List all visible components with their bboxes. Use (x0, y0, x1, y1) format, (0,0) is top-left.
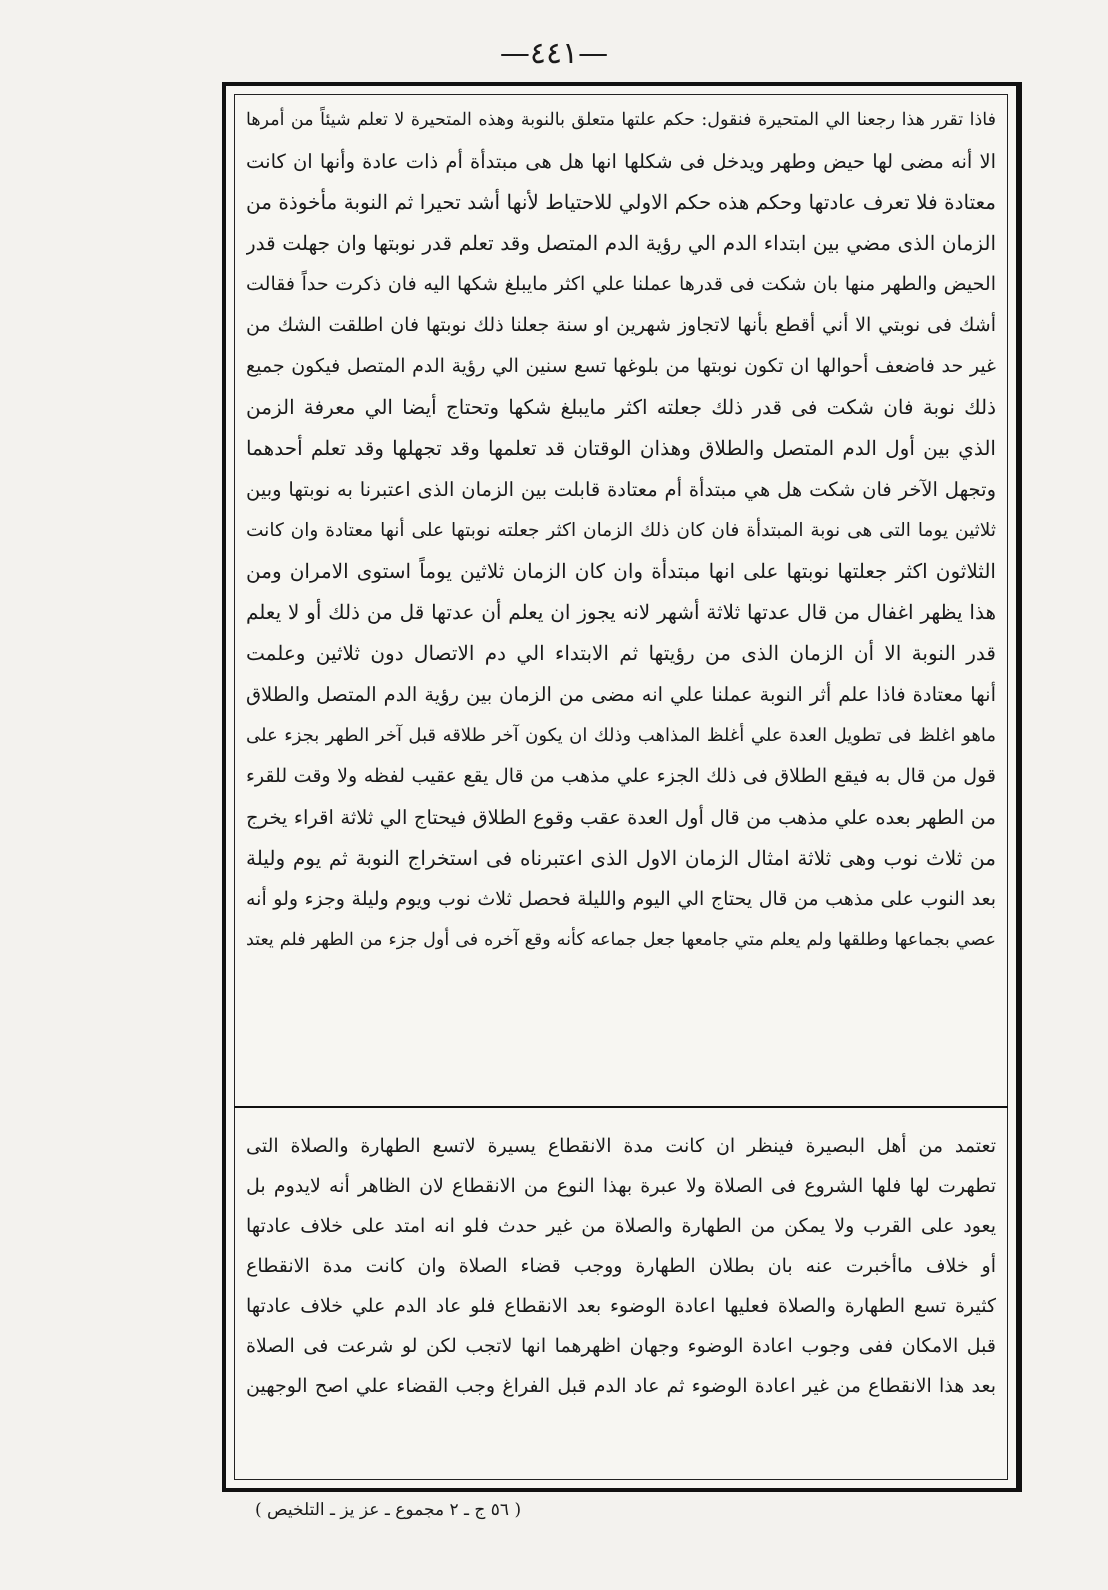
page-number: —٤٤١— (499, 36, 609, 71)
text-line: غير حد فاضعف أحوالها ان تكون نوبتها من بلوغها تسع سنين الي رؤية الدم المتصل فيكون جميع (246, 355, 996, 377)
text-line: بعد النوب على مذهب من قال يحتاج الي اليوم والليلة فحصل ثلاث نوب ويوم وليلة وجزء ولو أنه (246, 888, 996, 910)
text-line: الا أنه مضى لها حيض وطهر ويدخل فى شكلها انها هل هى مبتدأة أم ذات عادة وأنها ان كانت (246, 150, 996, 173)
text-line: من الطهر بعده علي مذهب من قال أول العدة عقب وقوع الطلاق فيحتاج الي ثلاثة اقراء يخرج (246, 806, 996, 829)
text-line: من ثلاث نوب وهى ثلاثة امثال الزمان الاول الذى اعتبرناه فى استخراج النوبة ثم يوم وليلة (246, 846, 996, 870)
text-line: الحيض والطهر منها بان شكت فى قدرها عملنا علي اكثر مايبلغ شكها اليه فان ذكرت حداً فقالت (246, 273, 996, 295)
footnote-divider (234, 1106, 1008, 1108)
signature-reference: ( ٥٦ ج ـ ٢ مجموع ـ عز يز ـ التلخيص ) (255, 1500, 522, 1520)
page-frame (222, 82, 1022, 1492)
text-line: معتادة فلا تعرف عادتها وحكم هذه حكم الاولي للاحتياط لأنها أشد تحيرا ثم النوبة مأخوذة من (246, 190, 996, 214)
text-line: ذلك نوبة فان شكت فى قدر ذلك جعلته اكثر مايبلغ شكها وتحتاج أيضا الي معرفة الزمن (246, 395, 996, 419)
footnote-line: قبل الامكان ففى وجوب اعادة الوضوء وجهان اظهرهما انها لاتجب لكن لو شرعت فى الصلاة (246, 1335, 996, 1357)
footnote-line: كثيرة تسع الطهارة والصلاة فعليها اعادة الوضوء بعد الانقطاع فلو عاد الدم علي خلاف عادتها (246, 1295, 996, 1317)
text-line: الزمان الذى مضي بين ابتداء الدم الي رؤية الدم المتصل وقد تعلم قدر نوبتها وان جهلت قدر (246, 231, 996, 255)
text-line: وتجهل الآخر فان شكت هل هي مبتدأة أم معتادة قابلت بين الزمان الذى اعتبرنا به نوبتها وبين (246, 478, 996, 501)
text-line: الذي بين أول الدم المتصل والطلاق وهذان الوقتان قد تعلمها وقد تجهلها وقد تعلم أحدهما (246, 436, 996, 460)
text-line: الثلاثون اكثر جعلتها نوبتها على انها مبتدأة وان كان الزمان ثلاثين يوماً استوى الامران ومن (246, 559, 996, 583)
text-line: قدر النوبة الا أن الزمان الذى من رؤيتها ثم الابتداء الي دم الاتصال دون ثلاثين وعلمت (246, 641, 996, 665)
main-text (246, 100, 996, 961)
text-line: ماهو اغلظ فى تطويل العدة علي أغلظ المذاهب وذلك ان يكون آخر طلاقه قبل آخر الطهر بجزء على (246, 725, 996, 746)
text-line: ثلاثين يوما التى هى نوبة المبتدأة فان كان ذلك الزمان اكثر جعلته نوبتها على أنها معتادة وان كانت (246, 520, 996, 541)
footnote-line: تطهرت لها فلها الشروع فى الصلاة ولا عبرة بهذا النوع من الانقطاع لان الظاهر أنه لايدوم بل (246, 1175, 996, 1197)
text-line: أنها معتادة فاذا علم أثر النوبة عملنا علي انه مضى من الزمان بين رؤية الدم المتصل والطلاق (246, 683, 996, 706)
footnote-text (246, 1126, 996, 1406)
footnote-line: يعود على القرب ولا يمكن من الطهارة والصلاة من غير حدث فلو انه امتد على خلاف عادتها (246, 1215, 996, 1237)
text-line: هذا يظهر اغفال من قال عدتها ثلاثة أشهر لانه يجوز ان يعلم أن عدتها قل من ذلك أو لا يعلم (246, 600, 996, 624)
footnote-line: بعد هذا الانقطاع من غير اعادة الوضوء ثم عاد الدم قبل الفراغ وجب القضاء علي اصح الوجهين (246, 1375, 996, 1397)
footnote-line: تعتمد من أهل البصيرة فينظر ان كانت مدة الانقطاع يسيرة لاتسع الطهارة والصلاة التى (246, 1135, 996, 1157)
text-line: قول من قال به فيقع الطلاق فى ذلك الجزء علي مذهب من قال يقع عقيب لفظه ولا وقت للقرء (246, 765, 996, 787)
text-line: أشك فى نوبتي الا أني أقطع بأنها لاتجاوز شهرين او سنة جعلنا ذلك نوبتها فان اطلقت الشك من (246, 314, 996, 336)
text-line: عصي بجماعها وطلقها ولم يعلم متي جامعها جعل جماعه كأنه وقع آخره فى أول جزء من الطهر فلم يعتد (246, 930, 996, 950)
footnote-line: أو خلاف ماأخبرت عنه بان بطلان الطهارة ووجب قضاء الصلاة وان كانت مدة الانقطاع (246, 1255, 996, 1277)
text-line: فاذا تقرر هذا رجعنا الي المتحيرة فنقول: حكم علتها متعلق بالنوبة وهذه المتحيرة لا تعلم شيئاً من أمرها (246, 110, 996, 130)
